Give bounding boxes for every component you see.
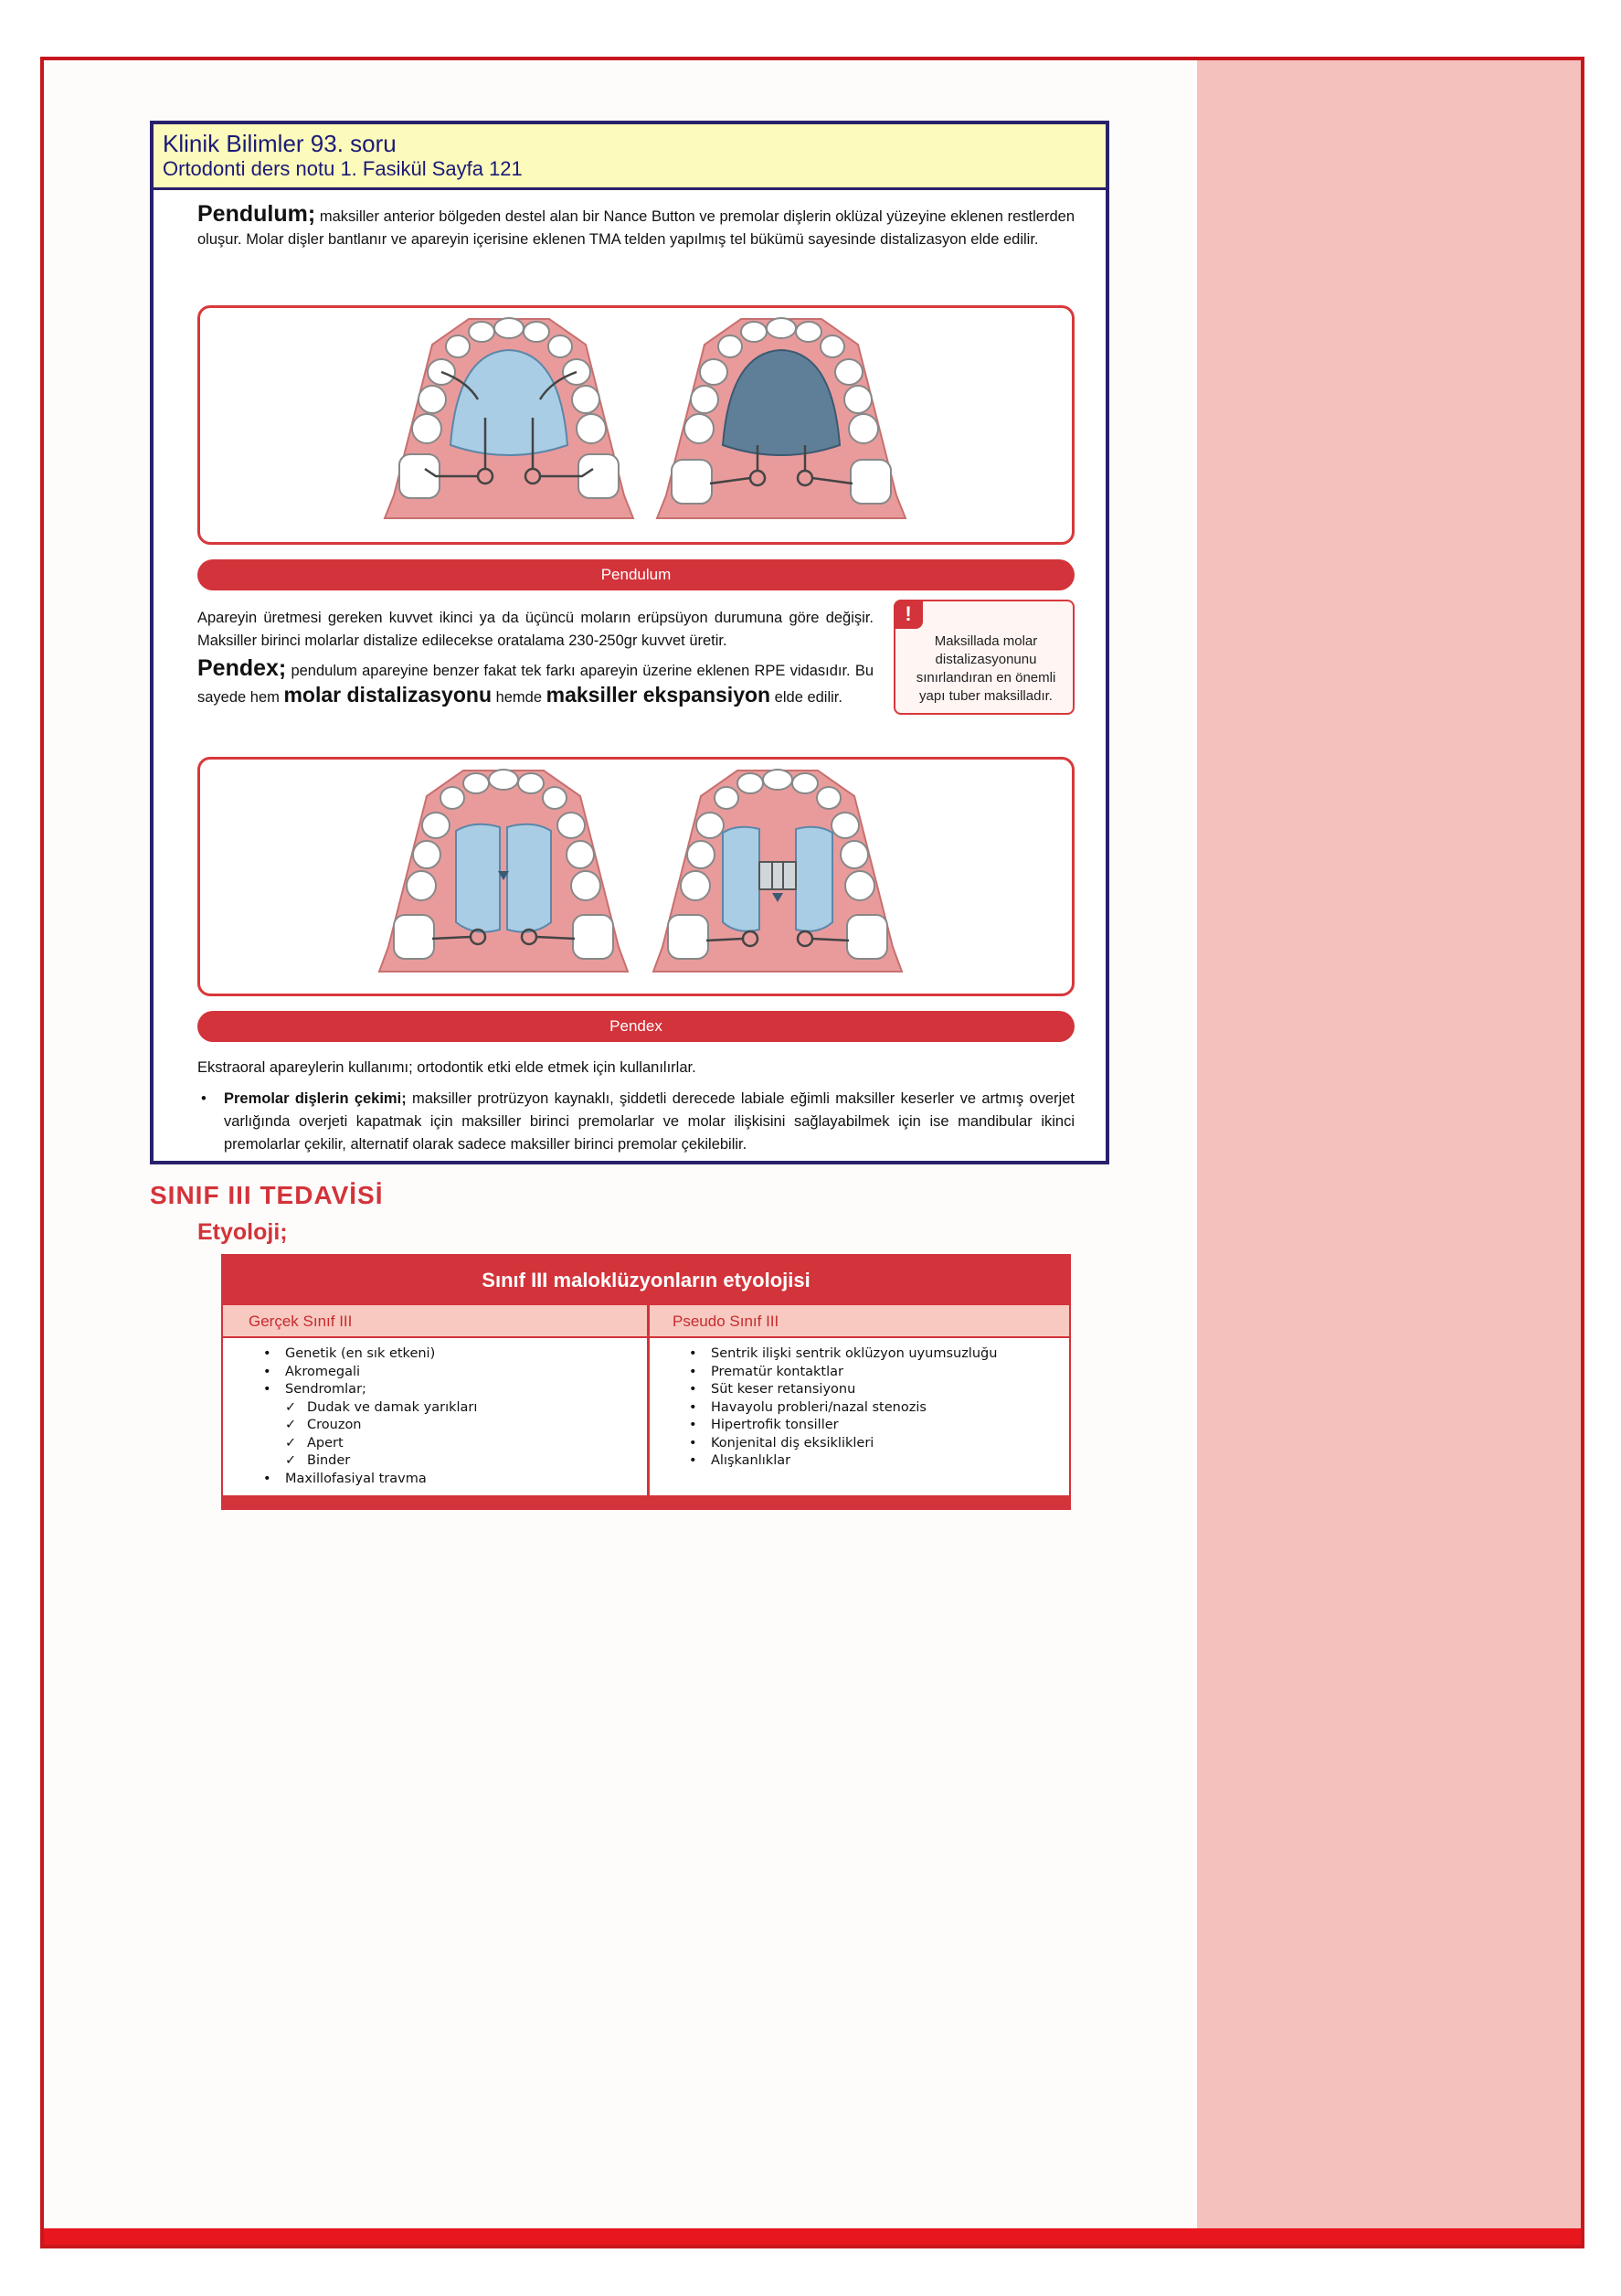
list-item: • Sendromlar; xyxy=(263,1382,366,1397)
list-item: • Havayolu probleri/nazal stenozis xyxy=(689,1399,927,1415)
list-item: • Maxillofasiyal travma xyxy=(263,1471,427,1486)
list-item: • Prematür kontaktlar xyxy=(689,1364,843,1379)
bullet-dot: • xyxy=(201,1090,207,1107)
bottom-bar xyxy=(44,2228,1581,2245)
etiology-table-title: Sınıf III maloklüzyonların etyolojisi xyxy=(223,1256,1069,1305)
premolar-text: maksiller protrüzyon kaynaklı, şiddetli derecede labiale eğimli maksiller keserler ve artmış overjet varlığında overjeti kapatmak için maksiller birinci premolarlar ve molar ilişkisini sağlayabilmek için ise mandibular ikinci premolarlar çekilir, alternatif olarak sadece maksiller birinci premolar çekilebilir. xyxy=(224,1090,1075,1153)
section-title: SINIF III TEDAVİSİ xyxy=(150,1181,384,1209)
sub-list-item: ✓ Apert xyxy=(263,1435,477,1453)
pendex-text-3: elde edilir. xyxy=(770,689,842,706)
list-item: • Alışkanlıklar xyxy=(689,1453,791,1468)
extraoral-paragraph: Ekstraoral apareylerin kullanımı; ortodontik etki elde etmek için kullanılırlar. xyxy=(197,1059,696,1076)
right-column-header: Pseudo Sınıf III xyxy=(673,1313,779,1330)
pendulum-term: Pendulum; xyxy=(197,201,316,227)
left-column-header: Gerçek Sınıf III xyxy=(249,1313,353,1330)
question-source: Ortodonti ders notu 1. Fasikül Sayfa 121 xyxy=(163,157,523,180)
check-icon: ✓ xyxy=(285,1453,297,1468)
list-item: • Hipertrofik tonsiller xyxy=(689,1418,839,1432)
list-item: • Konjenital diş eksiklikleri xyxy=(689,1435,874,1451)
etiology-table-headers xyxy=(223,1305,1069,1338)
note-text: Maksillada molar distalizasyonunu sınırlandıran en önemli yapı tuber maksilladır. xyxy=(916,633,1056,704)
left-column-list xyxy=(263,1345,477,1488)
check-icon: ✓ xyxy=(285,1399,297,1415)
list-item: • Genetik (en sık etkeni) xyxy=(263,1346,436,1361)
warning-icon: ! xyxy=(894,600,923,629)
pendex-paragraph xyxy=(197,656,874,709)
premolar-term: Premolar dişlerin çekimi; xyxy=(224,1090,407,1107)
side-band xyxy=(1197,60,1584,2245)
pendex-illustration xyxy=(200,760,1072,994)
pendex-term: Pendex; xyxy=(197,655,287,681)
pendulum-illustration xyxy=(200,308,1072,542)
page-frame xyxy=(40,57,1584,2248)
list-item: • Süt keser retansiyonu xyxy=(689,1382,856,1397)
section-subtitle: Etyoloji; xyxy=(197,1219,288,1245)
sub-list-item: ✓ Crouzon xyxy=(263,1417,477,1435)
pendulum-paragraph xyxy=(197,203,1075,251)
pendulum-caption: Pendulum xyxy=(197,559,1075,590)
sub-list-item: ✓ Dudak ve damak yarıkları xyxy=(263,1399,477,1418)
right-column-list xyxy=(689,1345,997,1471)
pendex-caption: Pendex xyxy=(197,1011,1075,1042)
force-paragraph: Apareyin üretmesi gereken kuvvet ikinci ya da üçüncü moların erüpsüyon durumuna göre değişir. Maksiller birinci molarlar distalize edilecekse oratalama 230-250gr kuvvet üretir. xyxy=(197,610,874,649)
etiology-table xyxy=(221,1254,1071,1510)
question-title: Klinik Bilimler 93. soru xyxy=(163,130,397,157)
question-header xyxy=(154,124,1106,190)
question-box xyxy=(150,121,1109,1164)
pendex-figure xyxy=(197,757,1075,996)
check-icon: ✓ xyxy=(285,1435,297,1451)
pendex-strong-1: molar distalizasyonu xyxy=(283,683,492,707)
pendex-strong-2: maksiller ekspansiyon xyxy=(546,683,771,707)
list-item: • Sentrik ilişki sentrik oklüzyon uyumsuzluğu xyxy=(689,1346,998,1361)
pendex-text-1: pendulum apareyine benzer fakat tek farkı apareyin üzerine eklenen RPE vidasıdır. Bu sayede hem xyxy=(197,663,874,706)
pendulum-figure xyxy=(197,305,1075,545)
table-footer-bar xyxy=(223,1495,1069,1508)
note-box xyxy=(894,600,1075,715)
check-icon: ✓ xyxy=(285,1418,297,1432)
sub-list-item: ✓ Binder xyxy=(263,1452,477,1471)
column-divider xyxy=(647,1305,650,1499)
premolar-bullet xyxy=(197,1088,1075,1156)
pendex-text-2: hemde xyxy=(492,689,546,706)
pendulum-text: maksiller anterior bölgeden destel alan bir Nance Button ve premolar dişlerin oklüzal yüzeyine eklenen restlerden oluşur. Molar dişler bantlanır ve apareyin içerisine eklenen TMA telden yapılmış tel bükümü sayesinde distalizasyon elde edilir. xyxy=(197,208,1075,248)
list-item: • Akromegali xyxy=(263,1364,361,1379)
